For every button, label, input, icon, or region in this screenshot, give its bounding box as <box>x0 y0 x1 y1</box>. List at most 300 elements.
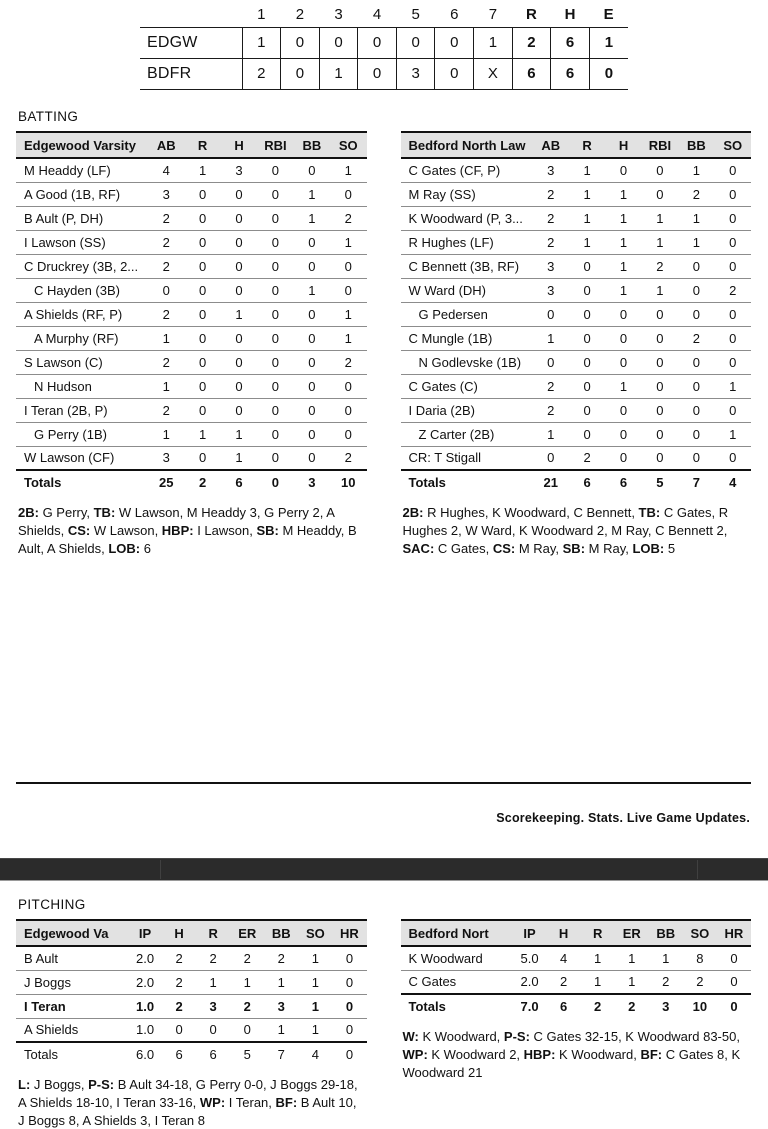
stat-value: 0 <box>330 374 366 398</box>
stat-value: 7 <box>678 470 714 494</box>
player-row <box>401 278 752 302</box>
stat-value: 0 <box>257 422 293 446</box>
stat-value: 0 <box>294 230 330 254</box>
stat-value: 1 <box>330 326 366 350</box>
stat-value: 10 <box>330 470 366 494</box>
player-name: A Shields (RF, P) <box>16 302 148 326</box>
app-tagline: Scorekeeping. Stats. Live Game Updates. <box>496 811 750 825</box>
stat-value: 0 <box>569 422 605 446</box>
stat-value: 0 <box>184 374 220 398</box>
inning-label: 5 <box>411 6 420 24</box>
stat-value: 0 <box>184 326 220 350</box>
stat-value: 0 <box>257 278 293 302</box>
stat-value: 0 <box>294 254 330 278</box>
inning-score-cell: 0 <box>281 27 320 58</box>
stat-note-label: L: <box>18 1077 31 1092</box>
stat-value: 0 <box>569 374 605 398</box>
stat-note-label: SB: <box>562 541 586 556</box>
stat-value: 2 <box>148 302 184 326</box>
stat-column-header: BB <box>264 920 298 946</box>
totals-row <box>401 994 752 1018</box>
stat-value: 1 <box>344 162 352 178</box>
stat-value: 6 <box>569 470 605 494</box>
stat-value: 0 <box>221 254 257 278</box>
stat-value: 0 <box>221 374 257 398</box>
stat-value: 1 <box>148 374 184 398</box>
horizontal-divider <box>16 782 751 784</box>
linescore-team-row <box>140 58 628 89</box>
stat-value: 0 <box>184 278 220 302</box>
stat-value: 0 <box>715 182 751 206</box>
stat-value: 2 <box>569 446 605 470</box>
player-row <box>16 350 367 374</box>
stat-value: 1 <box>311 950 319 966</box>
stat-note-label: TB: <box>638 505 661 520</box>
stat-column-header: SO <box>298 920 332 946</box>
stat-value: 0 <box>294 446 330 470</box>
stat-column-header: AB <box>148 132 184 158</box>
stat-value: 1 <box>533 422 569 446</box>
stat-table-header-row <box>401 132 752 158</box>
team-abbreviation: BDFR <box>140 58 242 89</box>
stat-value: 2 <box>581 994 615 1018</box>
stat-value: 2.0 <box>135 950 155 966</box>
stat-value: 1 <box>148 326 184 350</box>
stat-value: 1 <box>642 278 678 302</box>
player-name: I Teran (2B, P) <box>16 398 148 422</box>
stat-table-header-row <box>401 920 752 946</box>
player-row <box>401 446 752 470</box>
stat-value: 0 <box>184 206 220 230</box>
stat-value: 0 <box>330 398 366 422</box>
player-name: C Hayden (3B) <box>16 278 148 302</box>
stat-value: 0 <box>642 374 678 398</box>
stat-value: 0 <box>642 182 678 206</box>
stat-value: 0 <box>330 422 366 446</box>
stat-value: 1 <box>298 1018 332 1042</box>
inning-score-cell: 1 <box>242 27 281 58</box>
rhe-score-cell: 2 <box>512 27 551 58</box>
stat-value: 0 <box>221 182 257 206</box>
stat-value: 2 <box>533 230 569 254</box>
stat-value: 0 <box>569 254 605 278</box>
stat-value: 0 <box>221 326 257 350</box>
player-name: J Boggs <box>16 970 128 994</box>
stat-value: 0 <box>730 950 738 966</box>
stat-column-header: R <box>569 132 605 158</box>
stat-value: 1 <box>605 254 641 278</box>
stat-column-header: ER <box>230 920 264 946</box>
stat-value: 2 <box>330 350 366 374</box>
inning-score-cell: 0 <box>358 27 397 58</box>
stat-value: 1 <box>298 994 332 1018</box>
rhe-label: R <box>526 6 537 24</box>
stat-value: 0 <box>184 446 220 470</box>
stat-value: 2 <box>683 970 717 994</box>
stat-value: 1 <box>615 970 649 994</box>
stat-value: 0 <box>184 182 220 206</box>
stat-value: 4 <box>298 1042 332 1066</box>
stat-value: 1 <box>605 374 641 398</box>
stat-value: 0 <box>569 326 605 350</box>
stat-value: 8 <box>696 950 704 966</box>
pitching-section-title: PITCHING <box>18 897 86 912</box>
stat-note-label: LOB: <box>632 541 665 556</box>
stat-value: 2 <box>162 970 196 994</box>
stat-value: 0 <box>678 398 714 422</box>
team-abbreviation: EDGW <box>140 27 242 58</box>
stat-value: 0 <box>184 350 220 374</box>
stat-value: 0 <box>533 302 569 326</box>
stat-value: 3 <box>533 254 569 278</box>
player-name: A Shields <box>16 1018 128 1042</box>
stat-value: 0 <box>257 302 293 326</box>
inning-score-cell: 3 <box>396 58 435 89</box>
stat-column-header: BB <box>678 132 714 158</box>
stat-value: 1 <box>605 206 641 230</box>
stat-value: 0 <box>678 374 714 398</box>
stat-value: 0 <box>221 398 257 422</box>
stat-value: 2 <box>184 470 220 494</box>
pitching-notes-home: W: K Woodward, P-S: C Gates 32-15, K Woodward 83-50, WP: K Woodward 2, HBP: K Woodward, BF: C Gates 8, K Woodward 21 <box>402 1029 741 1080</box>
stat-column-header: H <box>221 132 257 158</box>
stat-value: 0 <box>294 374 330 398</box>
stat-value: 0 <box>221 230 257 254</box>
stat-value: 0 <box>569 278 605 302</box>
stat-value: 1 <box>581 970 615 994</box>
stat-value: 1 <box>715 374 751 398</box>
stat-note-label: BF: <box>275 1095 298 1110</box>
player-row <box>16 398 367 422</box>
stat-value: 2 <box>547 970 581 994</box>
batting-notes-home: 2B: R Hughes, K Woodward, C Bennett, TB: C Gates, R Hughes 2, W Ward, K Woodward 2, M Ray, C Bennett 2, SAC: C Gates, CS: M Ray, SB: M Ray, LOB: 5 <box>402 505 729 556</box>
stat-value: 0 <box>642 350 678 374</box>
player-row <box>401 302 752 326</box>
stat-value: 1 <box>221 446 257 470</box>
stat-value: 3 <box>294 470 330 494</box>
stat-column-header: R <box>184 132 220 158</box>
stat-value: 6 <box>162 1042 196 1066</box>
linescore-team-row <box>140 27 628 58</box>
stat-value: 3 <box>196 994 230 1018</box>
player-row <box>401 422 752 446</box>
player-row <box>401 182 752 206</box>
player-row <box>401 158 752 182</box>
stat-value: 0 <box>642 398 678 422</box>
stat-column-header: H <box>162 920 196 946</box>
stat-value: 0 <box>533 446 569 470</box>
stat-note-label: CS: <box>492 541 516 556</box>
player-name: R Hughes (LF) <box>401 230 533 254</box>
stat-note-label: HBP: <box>523 1047 556 1062</box>
stat-value: 2.0 <box>513 970 547 994</box>
stat-value: 0 <box>678 278 714 302</box>
player-row <box>16 946 367 970</box>
stat-column-header: SO <box>330 132 366 158</box>
player-row <box>16 206 367 230</box>
stat-value: 1 <box>264 1018 298 1042</box>
stat-table-header-row <box>16 920 367 946</box>
stat-value: 2 <box>148 350 184 374</box>
stat-value: 0 <box>257 182 293 206</box>
stat-value: 0 <box>715 230 751 254</box>
stat-value: 2 <box>148 230 184 254</box>
stat-value: 1 <box>678 230 714 254</box>
stat-value: 0 <box>715 326 751 350</box>
stat-value: 1.0 <box>128 1018 162 1042</box>
stat-value: 0 <box>294 350 330 374</box>
stat-value: 0 <box>221 350 257 374</box>
stat-value: 0 <box>221 278 257 302</box>
stat-value: 4 <box>559 950 568 966</box>
stat-value: 2 <box>148 254 184 278</box>
player-name: I Daria (2B) <box>401 398 533 422</box>
stat-value: 0 <box>221 206 257 230</box>
stat-value: 3 <box>148 182 184 206</box>
rhe-score-cell: 0 <box>589 58 628 89</box>
stat-column-header: HR <box>332 920 366 946</box>
player-name: G Perry (1B) <box>16 422 148 446</box>
stat-value: 0 <box>642 446 678 470</box>
stat-value: 0 <box>717 994 751 1018</box>
stat-value: 2 <box>277 950 285 966</box>
stat-value: 1 <box>294 206 330 230</box>
stat-value: 1 <box>184 422 220 446</box>
batting-home-column <box>401 131 752 558</box>
player-row <box>401 374 752 398</box>
stat-value: 2 <box>533 398 569 422</box>
stat-value: 0 <box>715 254 751 278</box>
stat-value: 0 <box>642 302 678 326</box>
rhe-score-cell: 1 <box>589 27 628 58</box>
stat-value: 7.0 <box>513 994 547 1018</box>
stat-note-label: WP: <box>199 1095 226 1110</box>
player-name: C Gates <box>401 970 513 994</box>
player-row <box>401 398 752 422</box>
stat-column-header: IP <box>128 920 162 946</box>
player-row <box>16 278 367 302</box>
player-name: C Bennett (3B, RF) <box>401 254 533 278</box>
player-row <box>16 374 367 398</box>
stat-value: 0 <box>294 398 330 422</box>
stat-value: 0 <box>605 302 641 326</box>
stat-value: 6 <box>547 994 581 1018</box>
stat-value: 0 <box>294 422 330 446</box>
stat-value: 0 <box>729 162 737 178</box>
stat-value: 25 <box>148 470 184 494</box>
inning-score-cell: 0 <box>396 27 435 58</box>
stat-value: 1 <box>605 278 641 302</box>
stat-value: 0 <box>678 446 714 470</box>
stat-value: 1 <box>642 206 678 230</box>
stat-value: 0 <box>184 398 220 422</box>
stat-value: 0 <box>330 182 366 206</box>
dark-bar-divider <box>697 860 698 879</box>
stat-value: 0 <box>294 302 330 326</box>
player-name: C Mungle (1B) <box>401 326 533 350</box>
stat-note-label: SAC: <box>402 541 435 556</box>
stat-value: 1 <box>662 950 670 966</box>
stat-value: 2 <box>715 278 751 302</box>
stat-value: 1 <box>569 230 605 254</box>
stat-value: 1 <box>264 970 298 994</box>
stat-note-label: W: <box>402 1029 419 1044</box>
batting-section-title: BATTING <box>18 109 79 124</box>
player-row <box>16 230 367 254</box>
stat-value: 2 <box>175 950 183 966</box>
stat-value: 1 <box>196 970 230 994</box>
player-name: Z Carter (2B) <box>401 422 533 446</box>
stat-value: 1 <box>298 970 332 994</box>
stat-column-header: RBI <box>257 132 293 158</box>
player-name: G Pedersen <box>401 302 533 326</box>
stat-column-header: BB <box>294 132 330 158</box>
stat-column-header: R <box>196 920 230 946</box>
inning-score-cell: 2 <box>242 58 281 89</box>
stat-value: 0 <box>605 398 641 422</box>
stat-value: 0 <box>569 398 605 422</box>
stat-note-label: 2B: <box>18 505 39 520</box>
team-column-header: Bedford North Law <box>401 132 533 158</box>
stat-note-label: LOB: <box>108 541 141 556</box>
stat-column-header: SO <box>683 920 717 946</box>
stat-value: 0 <box>715 398 751 422</box>
player-name: S Lawson (C) <box>16 350 148 374</box>
batting-table-home <box>401 131 752 494</box>
totals-label: Totals <box>401 470 533 494</box>
stat-value: 0 <box>332 970 366 994</box>
stat-value: 3 <box>235 162 243 178</box>
stat-value: 10 <box>683 994 717 1018</box>
stat-column-header: BB <box>649 920 683 946</box>
rhe-score-cell: 6 <box>551 58 590 89</box>
stat-note-label: HBP: <box>161 523 194 538</box>
stat-value: 0 <box>330 278 366 302</box>
player-row <box>401 326 752 350</box>
stat-value: 0 <box>715 350 751 374</box>
stat-note-label: BF: <box>640 1047 663 1062</box>
stat-value: 1 <box>198 162 207 178</box>
stat-value: 5.0 <box>520 950 539 966</box>
stat-value: 1 <box>221 422 257 446</box>
linescore-header-row <box>140 3 628 27</box>
stat-value: 0 <box>257 470 293 494</box>
stat-value: 2 <box>615 994 649 1018</box>
stat-value: 1 <box>692 162 700 178</box>
batting-section <box>0 109 768 558</box>
stat-value: 2 <box>678 182 714 206</box>
player-name: C Druckrey (3B, 2... <box>16 254 148 278</box>
player-name: A Good (1B, RF) <box>16 182 148 206</box>
player-name: N Godlevske (1B) <box>401 350 533 374</box>
player-name: B Ault (P, DH) <box>16 206 148 230</box>
stat-value: 0 <box>619 162 628 178</box>
batting-notes-away: 2B: G Perry, TB: W Lawson, M Headdy 3, G Perry 2, A Shields, CS: W Lawson, HBP: I Lawson, SB: M Headdy, B Ault, A Shields, LOB: 6 <box>18 505 357 556</box>
stat-value: 1 <box>678 206 714 230</box>
player-name: I Lawson (SS) <box>16 230 148 254</box>
stat-value: 1 <box>628 950 636 966</box>
stat-value: 1 <box>642 230 678 254</box>
stat-value: 1.0 <box>128 994 162 1018</box>
stat-value: 0 <box>257 350 293 374</box>
stat-value: 0 <box>257 398 293 422</box>
stat-value: 0 <box>642 326 678 350</box>
stat-value: 0 <box>184 230 220 254</box>
player-row <box>16 446 367 470</box>
stat-value: 1 <box>330 230 366 254</box>
player-name: W Lawson (CF) <box>16 446 148 470</box>
stat-value: 5 <box>642 470 678 494</box>
stat-value: 0 <box>642 422 678 446</box>
batting-away-column <box>16 131 367 558</box>
inning-label: 1 <box>257 6 266 24</box>
stat-value: 2 <box>533 206 569 230</box>
stat-value: 0 <box>569 302 605 326</box>
totals-label: Totals <box>16 1042 128 1066</box>
team-column-header: Bedford Nort <box>401 920 513 946</box>
stat-value: 1 <box>583 162 591 178</box>
player-name: A Murphy (RF) <box>16 326 148 350</box>
stat-value: 6 <box>221 470 257 494</box>
player-name: M Headdy (LF) <box>24 162 111 178</box>
stat-value: 0 <box>605 350 641 374</box>
stat-value: 3 <box>547 162 555 178</box>
stat-value: 1 <box>294 182 330 206</box>
inning-score-cell: 0 <box>358 58 397 89</box>
stat-value: 0 <box>717 970 751 994</box>
player-row <box>401 230 752 254</box>
stat-value: 6 <box>196 1042 230 1066</box>
player-name: M Ray (SS) <box>401 182 533 206</box>
stat-column-header: R <box>581 920 615 946</box>
player-row <box>16 422 367 446</box>
totals-label: Totals <box>16 470 148 494</box>
stat-value: 2 <box>533 374 569 398</box>
stat-value: 0 <box>715 206 751 230</box>
inning-score-cell: 0 <box>319 27 358 58</box>
stat-value: 2 <box>209 950 217 966</box>
stat-value: 0 <box>678 422 714 446</box>
stat-column-header: RBI <box>642 132 678 158</box>
stat-value: 0 <box>656 162 664 178</box>
rhe-score-cell: 6 <box>512 58 551 89</box>
stat-value: 0 <box>332 994 366 1018</box>
stat-column-header: AB <box>533 132 569 158</box>
stat-value: 0 <box>715 446 751 470</box>
inning-score-cell: 0 <box>435 58 474 89</box>
stat-value: 3 <box>649 994 683 1018</box>
stat-note-label: 2B: <box>402 505 424 520</box>
stat-value: 3 <box>148 446 184 470</box>
stat-value: 0 <box>230 1018 264 1042</box>
stat-value: 2 <box>678 326 714 350</box>
stat-value: 2 <box>162 994 196 1018</box>
rhe-label: E <box>603 6 614 24</box>
stat-value: 1 <box>569 182 605 206</box>
stat-value: 2 <box>330 206 366 230</box>
dark-bar-divider <box>160 860 161 879</box>
player-name: B Ault <box>24 950 58 966</box>
stat-value: 6 <box>605 470 641 494</box>
team-column-header: Edgewood Varsity <box>16 132 148 158</box>
stat-value: 1 <box>605 182 641 206</box>
player-row <box>16 302 367 326</box>
player-row <box>16 182 367 206</box>
stat-note-label: SB: <box>256 523 279 538</box>
pitching-home-column <box>401 919 752 1129</box>
stat-value: 1 <box>533 326 569 350</box>
stat-table-header-row <box>16 132 367 158</box>
